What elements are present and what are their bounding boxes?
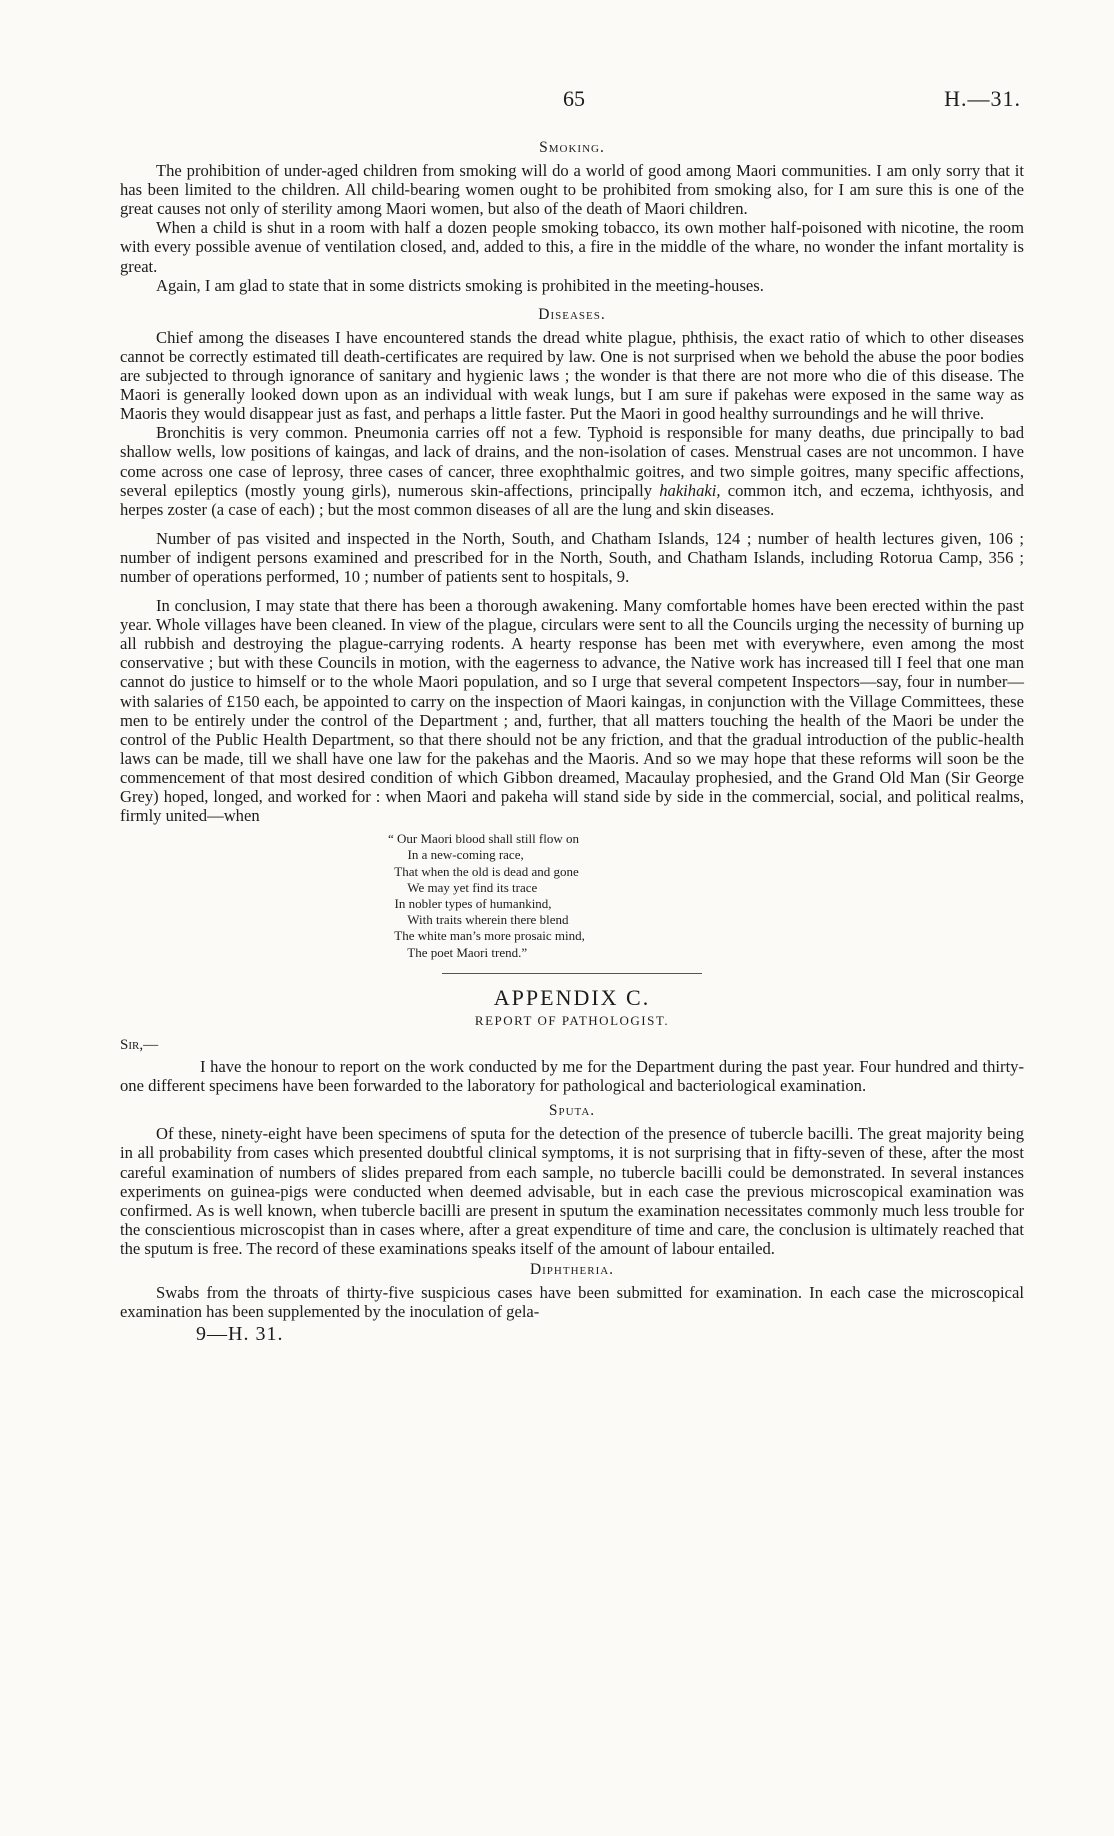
page-number: 65 [563,86,585,111]
conclusion-paragraph: In conclusion, I may state that there has been a thorough awakening. Many comfortable homes have been erected within the past year. Whole villages have been cleaned. In view of the plague, circulars were sent to all the Councils urging the necessity of burning up all rubbish and destroying the plague-carrying rodents. A hearty response has been met with everywhere, even among the most conservative ; but with these Councils in motion, with the eagerness to advance, the Native work has increased till I feel that one man cannot do justice to himself or to the whole Maori population, and so I urge that several competent Inspectors—say, four in number—with salaries of £150 each, be appointed to carry on the inspection of Maori kaingas, in conjunction with the Village Committees, these men to be entirely under the control of the Department ; and, further, that all matters touching the health of the Maori be under the control of the Public Health Department, so that there should not be any friction, and that the gradual introduction of the public-health laws can be made, till we shall have one law for the pakehas and the Maoris. And so we may hope that these reforms will soon be the commencement of that most desired condition of which Gibbon dreamed, Macaulay prophesied, and the Grand Old Man (Sir George Grey) hoped, longed, and worked for : when Maori and pakeha will stand side by side in the commercial, social, and political realms, firmly united—when [120,596,1024,826]
section-divider [442,973,702,974]
poem-quotation [388,831,1024,961]
diseases-paragraph-2-end: common itch, and eczema, ichthyosis, and herpes zoster (a case of each) ; but the most common diseases of all are the lung and skin diseases. [120,480,1024,519]
appendix-subtitle: REPORT OF PATHOLOGIST. [474,1012,670,1028]
diseases-statistics-paragraph: Number of pas visited and inspected in the North, South, and Chatham Islands, 124 ; number of health lectures given, 106 ; number of indigent persons examined and prescribed for in the North, South, and Chatham Islands, including Rotorua Camp, 356 ; number of operations performed, 10 ; number of patients sent to hospitals, 9. [120,528,1024,586]
poem-line: In nobler types of humankind, [388,896,552,911]
poem-line: In a new-coming race, [388,847,524,863]
document-reference: H.—31. [944,86,1021,111]
diphtheria-paragraph: Swabs from the throats of thirty-five suspicious cases have been submitted for examination. In each case the microscopical examination has been supplemented by the inoculation of gela- [120,1283,1024,1322]
smoking-paragraph-1: The prohibition of under-aged children from smoking will do a world of good among Maori communities. I am only sorry that it has been limited to the children. All child-bearing women ought to be prohibited from smoking also, for I am sure this is one of the great causes not only of sterility among Maori women, but also of the death of Maori children. [120,161,1024,219]
smoking-paragraph-3: Again, I am glad to state that in some districts smoking is prohibited in the meeting-houses. [156,275,764,295]
salutation: Sir,— [120,1037,159,1053]
diseases-paragraph-2 [120,423,1024,518]
section-heading-diseases: Diseases. [538,305,606,323]
page-header [0,86,1114,116]
diseases-paragraph-2-italic-term: hakihaki, [659,480,721,500]
appendix-title: APPENDIX C. [493,984,651,1010]
diseases-paragraph-1: Chief among the diseases I have encountered stands the dread white plague, phthisis, the exact ratio of which to other diseases cannot be correctly estimated till death-certificates are required by law. One is not surprised when we behold the abuse the poor bodies are subjected to through ignorance of sanitary and hygienic laws ; the wonder is that there are not more who die of this disease. The Maori is generally looked down upon as an individual with weak lungs, but I am sure if pakehas were exposed in the same way as Maoris they would disappear just as fast, and perhaps a little faster. Put the Maori in good healthy surroundings and he will thrive. [120,327,1024,424]
poem-line: We may yet find its trace [388,879,538,895]
poem-line: That when the old is dead and gone [388,863,579,879]
section-heading-sputa: Sputa. [548,1102,596,1120]
section-heading-diphtheria: Diphtheria. [529,1261,615,1279]
section-heading-smoking: Smoking. [539,139,605,156]
poem-line: The poet Maori trend.” [388,944,528,960]
page-body [120,138,1024,1344]
smoking-paragraph-2: When a child is shut in a room with half a dozen people smoking tobacco, its own mother half-poisoned with nicotine, the room with every possible avenue of ventilation closed, and, added to this, a fire in the middle of the whare, no wonder the infant mortality is great. [120,218,1024,276]
appendix-intro-paragraph: I have the honour to report on the work conducted by me for the Department during the past year. Four hundred and thirty-one different specimens have been forwarded to the laboratory for pathological and bacteriological examination. [120,1057,1024,1096]
diseases-paragraph-2-start: Bronchitis is very common. Pneumonia carries off not a few. Typhoid is responsible for many deaths, due principally to bad shallow wells, low positions of kaingas, and lack of drains, and the non-isolation of cases. Menstrual cases are not uncommon. I have come across one case of leprosy, three cases of cancer, three exophthalmic goitres, and two simple goitres, many specific affections, several epileptics (mostly young girls), numerous skin-affections, principally [120,423,1024,500]
poem-line: With traits wherein there blend [388,912,569,928]
sputa-paragraph: Of these, ninety-eight have been specimens of sputa for the detection of the presence of tubercle bacilli. The great majority being in all probability from cases which presented doubtful clinical symptoms, it is not surprising that in fifty-seven of these, after the most careful examination of numbers of slides prepared from each sample, no tubercle bacilli could be demonstrated. In several instances experiments on guinea-pigs were conducted when deemed advisable, but in each case the previous microscopical examination was confirmed. As is well known, when tubercle bacilli are present in sputum the examination necessitates commonly much less trouble for the conscientious microscopist than in cases where, after a great expenditure of time and care, the conclusion is ultimately reached that the sputum is free. The record of these examinations speaks itself of the amount of labour entailed. [120,1124,1024,1258]
poem-line: “ Our Maori blood shall still flow on [388,831,580,847]
signature-mark: 9—H. 31. [196,1323,284,1346]
poem-line: The white man’s more prosaic mind, [388,928,585,944]
